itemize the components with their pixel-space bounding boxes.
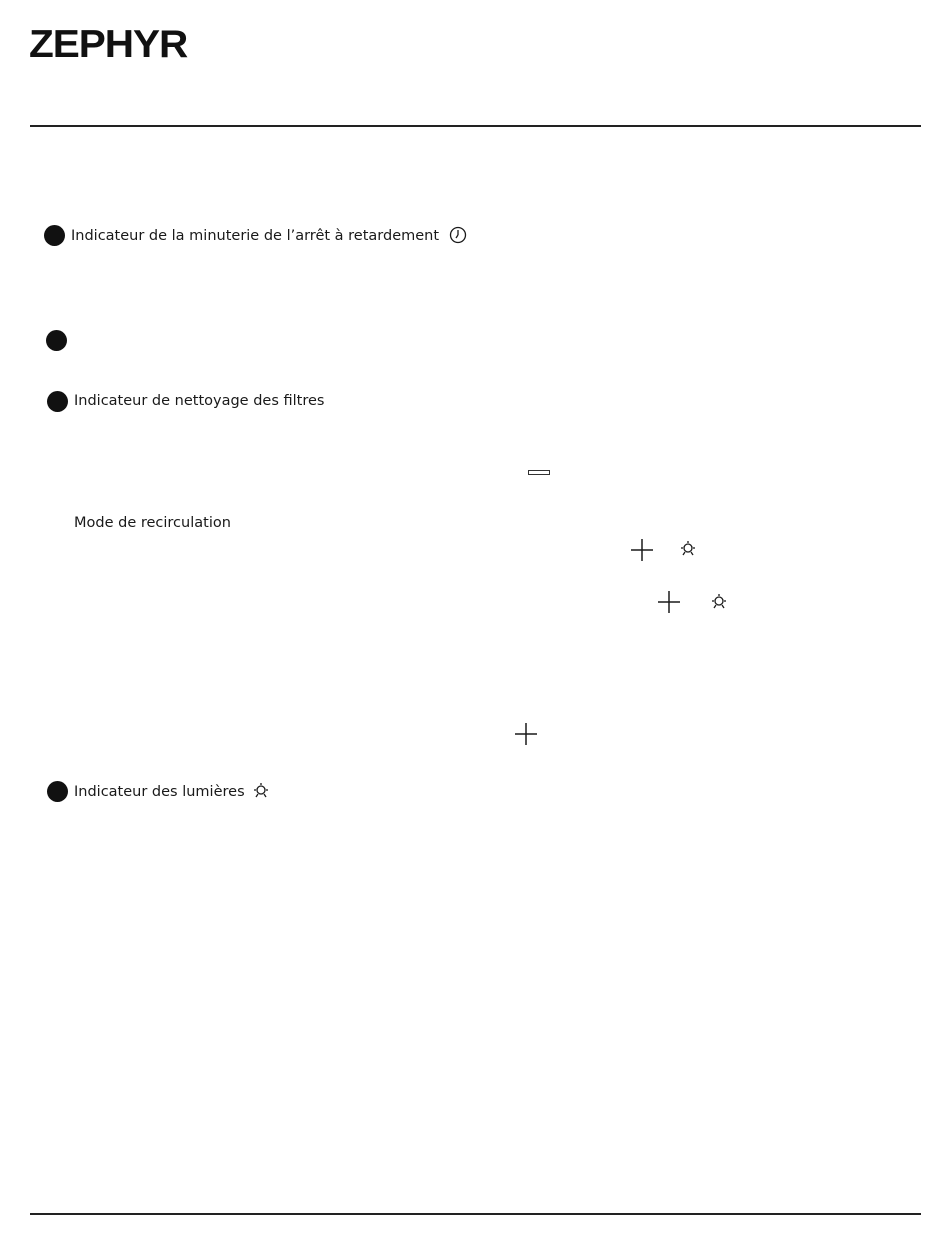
plus-icon: [658, 591, 680, 613]
light-icon: [679, 540, 697, 558]
header-divider: [30, 125, 921, 127]
section-bullet-3: [47, 391, 68, 412]
section-label-delay-off-timer: Indicateur de la minuterie de l’arrêt à retardement: [71, 228, 440, 244]
light-icon: [252, 782, 270, 800]
plus-icon: [631, 539, 653, 561]
footer-divider: [30, 1213, 921, 1215]
section-bullet-4: [47, 781, 68, 802]
recirculation-mode-label: Mode de recirculation: [74, 515, 231, 531]
minus-icon: [528, 470, 550, 475]
section-bullet-2: [46, 330, 67, 351]
section-label-lights: Indicateur des lumières: [74, 784, 245, 800]
zephyr-logo: ZEPHYR: [29, 23, 188, 66]
section-label-filter-cleaning: Indicateur de nettoyage des filtres: [74, 393, 325, 409]
section-bullet-1: [44, 225, 65, 246]
plus-icon: [515, 723, 537, 745]
clock-icon: [449, 226, 467, 244]
light-icon: [710, 593, 728, 611]
